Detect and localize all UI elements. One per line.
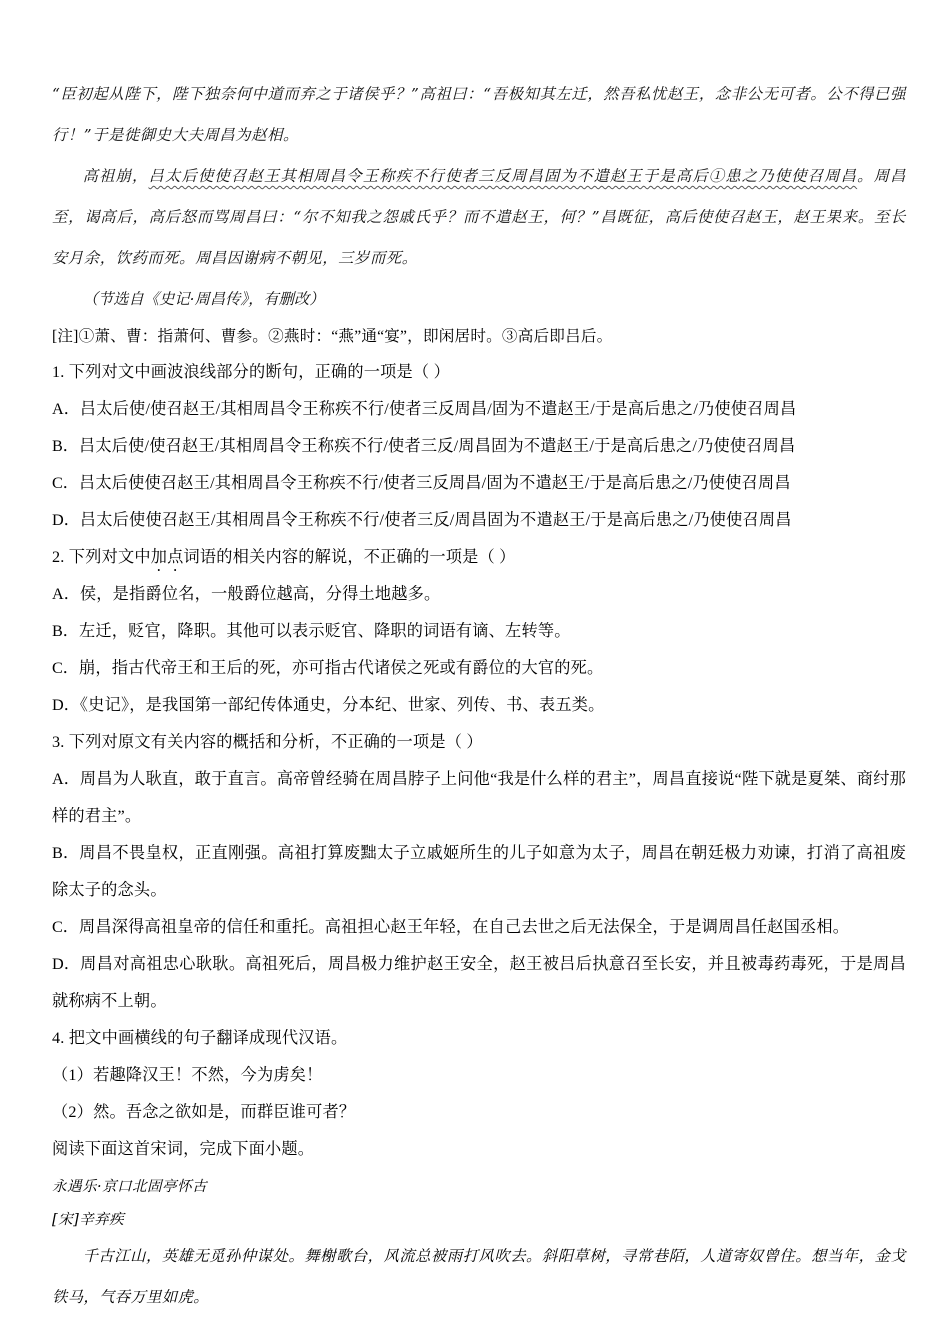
option-text: 周昌深得高祖皇帝的信任和重托。高祖担心赵王年轻，在自己去世之后无法保全，于是调周昌任赵国丞相。: [78, 918, 850, 936]
option-text: 崩，指古代帝王和王后的死，亦可指古代诸侯之死或有爵位的大官的死。: [78, 659, 604, 677]
passage-source-attribution: （节选自《史记·周昌传》，有删改）: [82, 290, 325, 308]
passage-wavy-underlined-segment: 吕太后使使召赵王其相周昌令王称疾不行使者三反周昌固为不遣赵王于是高后①患之乃使使召周昌: [148, 167, 858, 185]
passage-paragraph-2: [52, 156, 906, 279]
question-3-option-a[interactable]: [52, 761, 906, 835]
question-3-number: 3.: [52, 733, 65, 751]
option-label: A．: [52, 585, 80, 603]
question-3-stem-text: 下列对原文有关内容的概括和分析，不正确的一项是（ ）: [68, 733, 483, 751]
option-text: 周昌不畏皇权，正直刚强。高祖打算废黜太子立戚姬所生的儿子如意为太子，周昌在朝廷极力劝谏，打消了高祖废除太子的念头。: [52, 844, 907, 899]
question-2-option-c[interactable]: [52, 650, 906, 687]
passage-notes: [注]①萧、曹：指萧何、曹参。②燕时：“燕”通“宴”，即闲居时。③高后即吕后。: [52, 328, 613, 345]
question-4-stem: [52, 1020, 906, 1057]
question-1-stem-text: 下列对文中画波浪线部分的断句，正确的一项是（ ）: [68, 363, 450, 381]
passage-paragraph-2-suffix: 。周昌至，谒高后，高后怒而骂周昌曰：“尔不知我之怨戚氏乎？而不遣赵王，何？”昌既征，高后使使召赵王，赵王果来。至长安月余，饮药而死。周昌因谢病不朝见，三岁而死。: [52, 167, 906, 267]
question-2-stem: [52, 539, 906, 576]
question-4-stem-text: 把文中画横线的句子翻译成现代汉语。: [68, 1029, 348, 1047]
option-label: D．: [52, 696, 80, 714]
question-1-option-a[interactable]: [52, 391, 906, 428]
option-text: 周昌对高祖忠心耿耿。高祖死后，周昌极力维护赵王安全，赵王被吕后执意召至长安，并且被毒药毒死，于是周昌就称病不上朝。: [52, 955, 906, 1010]
question-1-number: 1.: [52, 363, 65, 381]
question-2-number: 2.: [52, 548, 65, 566]
option-text: 吕太后使使召赵王/其相周昌令王称疾不行/使者三反/周昌固为不遣赵王/于是高后患之/乃使使召周昌: [79, 511, 792, 529]
option-label: D．: [52, 955, 81, 973]
option-label: C．: [52, 659, 79, 677]
option-text: 左迁，贬官，降职。其他可以表示贬官、降职的词语有谪、左转等。: [78, 622, 571, 640]
question-4-subitem-2: （2）然。吾念之欲如是，而群臣谁可者？: [52, 1103, 356, 1121]
poem-author: [宋]辛弃疾: [52, 1211, 125, 1228]
question-4-subitem-1: （1）若趣降汉王！不然，今为虏矣！: [52, 1066, 323, 1084]
option-label: D．: [52, 511, 80, 529]
option-label: B．: [52, 437, 79, 455]
option-label: B．: [52, 844, 80, 862]
passage-paragraph-1: “臣初起从陛下，陛下独奈何中道而弃之于诸侯乎？”高祖曰：“吾极知其左迁，然吾私忧赵王，念非公无可者。公不得已强行！”于是徙御史大夫周昌为赵相。: [52, 85, 906, 144]
question-3-option-c[interactable]: [52, 909, 906, 946]
question-1-option-b[interactable]: [52, 428, 906, 465]
option-text: 吕太后使使召赵王/其相周昌令王称疾不行/使者三反周昌/固为不遣赵王/于是高后患之/乃使使召周昌: [78, 474, 791, 492]
question-2-option-a[interactable]: [52, 576, 906, 613]
option-label: A．: [52, 770, 80, 788]
question-1-option-d[interactable]: [52, 502, 906, 539]
question-3-option-b[interactable]: [52, 835, 906, 909]
dotted-emphasis-term: 加点: [150, 548, 184, 566]
question-4-number: 4.: [52, 1029, 65, 1047]
question-1-option-c[interactable]: [52, 465, 906, 502]
option-label: C．: [52, 474, 79, 492]
question-3-stem: [52, 724, 906, 761]
passage-paragraph-2-prefix: 高祖崩，: [82, 167, 149, 185]
option-text: 吕太后使/使召赵王/其相周昌令王称疾不行/使者三反/周昌固为不遣赵王/于是高后患之/乃使使召周昌: [78, 437, 796, 455]
question-1-stem: [52, 354, 906, 391]
option-label: A．: [52, 400, 80, 418]
question-2-stem-text: 下列对文中加点词语的相关内容的解说，不正确的一项是（ ）: [68, 548, 516, 566]
option-text: 周昌为人耿直，敢于直言。高帝曾经骑在周昌脖子上问他“我是什么样的君主”，周昌直接说“陛下就是夏桀、商纣那样的君主”。: [52, 770, 906, 825]
option-text: 吕太后使/使召赵王/其相周昌令王称疾不行/使者三反周昌/固为不遣赵王/于是高后患之/乃使使召周昌: [79, 400, 797, 418]
option-text: 《史记》，是我国第一部纪传体通史，分本纪、世家、列传、书、表五类。: [79, 696, 605, 714]
poem-section-lead: 阅读下面这首宋词，完成下面小题。: [52, 1140, 315, 1158]
option-label: B．: [52, 622, 79, 640]
option-text: 侯，是指爵位名，一般爵位越高，分得土地越多。: [79, 585, 441, 603]
question-2-option-d[interactable]: [52, 687, 906, 724]
question-2-option-b[interactable]: [52, 613, 906, 650]
poem-body: 千古江山，英雄无觅孙仲谋处。舞榭歌台，风流总被雨打风吹去。斜阳草树，寻常巷陌，人道寄奴曾住。想当年，金戈铁马，气吞万里如虎。: [52, 1247, 906, 1306]
question-3-option-d[interactable]: [52, 946, 906, 1020]
poem-title: 永遇乐·京口北固亭怀古: [52, 1178, 207, 1195]
option-label: C．: [52, 918, 79, 936]
